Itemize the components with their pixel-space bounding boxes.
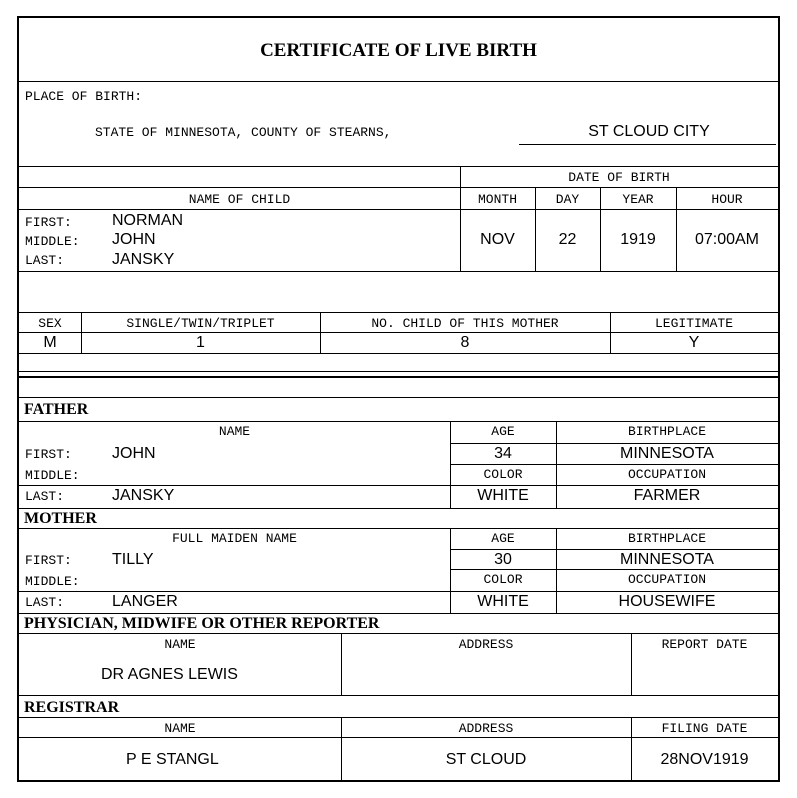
birth-certificate [17,16,780,782]
plurality-header: SINGLE/TWIN/TRIPLET [126,316,275,331]
rule [450,443,778,444]
plurality-value: 1 [196,334,205,351]
physician-heading: PHYSICIAN, MIDWIFE OR OTHER REPORTER [24,615,380,632]
rule [19,209,778,210]
rule [19,312,778,313]
father-name-header: NAME [218,424,251,439]
rule [19,271,778,272]
name-of-child-header: NAME OF CHILD [188,192,291,207]
child-middle-name: JOHN [112,231,156,248]
rule [19,371,778,372]
date-of-birth-header: DATE OF BIRTH [568,170,670,185]
child-first-label: FIRST: [25,215,72,230]
certificate-title: CERTIFICATE OF LIVE BIRTH [260,40,537,61]
father-first-name: JOHN [112,445,156,462]
mother-birthplace: MINNESOTA [620,551,714,568]
rule [19,508,778,509]
legitimate-header: LEGITIMATE [654,316,733,331]
mother-occupation: HOUSEWIFE [618,593,716,610]
birth-day: 22 [558,231,577,248]
rule [19,397,778,398]
rule [450,569,778,570]
father-color: WHITE [477,487,529,504]
hour-header: HOUR [711,192,743,207]
rule [460,187,778,188]
mother-color: WHITE [477,593,529,610]
rule [19,528,778,529]
rule [19,376,778,378]
mother-name-header: FULL MAIDEN NAME [172,531,297,546]
registrar-name: P E STANGL [126,751,219,768]
father-occupation-header: OCCUPATION [627,467,706,482]
mother-age: 30 [494,551,512,568]
father-age-header: AGE [491,424,515,439]
physician-name-header: NAME [164,637,196,652]
registrar-address: ST CLOUD [445,751,527,768]
father-birthplace-header: BIRTHPLACE [627,424,706,439]
registrar-address-header: ADDRESS [458,721,514,736]
rule [19,421,778,422]
mother-heading: MOTHER [24,510,97,527]
father-heading: FATHER [24,401,89,418]
day-header: DAY [555,192,580,207]
father-age: 34 [494,445,512,462]
child-last-name: JANSKY [112,251,175,268]
place-of-birth-city: ST CLOUD CITY [588,123,710,140]
birth-month: NOV [480,231,515,248]
rule [450,549,778,550]
birth-hour: 07:00AM [694,231,760,248]
father-color-header: COLOR [483,467,523,482]
rule [19,81,778,82]
rule [19,591,778,592]
report-date-header: REPORT DATE [661,637,748,652]
sex-value: M [43,334,57,351]
mother-middle-label: MIDDLE: [25,574,80,589]
rule [450,464,778,465]
father-last-label: LAST: [25,489,65,504]
mother-first-label: FIRST: [25,553,72,568]
registrar-name-header: NAME [164,721,196,736]
mother-color-header: COLOR [483,572,523,587]
rule [19,166,778,167]
year-header: YEAR [622,192,654,207]
rule [19,695,778,696]
child-middle-label: MIDDLE: [25,234,80,249]
place-of-birth-text: STATE OF MINNESOTA, COUNTY OF STEARNS, [95,125,392,140]
child-last-label: LAST: [25,253,65,268]
rule [19,332,778,333]
city-underline [519,144,776,145]
mother-first-name: TILLY [112,551,154,568]
mother-occupation-header: OCCUPATION [627,572,706,587]
mother-birthplace-header: BIRTHPLACE [627,531,706,546]
birth-year: 1919 [620,231,656,248]
child-number-header: NO. CHILD OF THIS MOTHER [371,316,559,331]
physician-address-header: ADDRESS [458,637,514,652]
legitimate-value: Y [688,334,700,351]
father-occupation: FARMER [633,487,701,504]
month-header: MONTH [477,192,517,207]
rule [19,633,778,634]
place-of-birth-label: PLACE OF BIRTH: [25,89,143,104]
rule [19,485,778,486]
registrar-heading: REGISTRAR [24,699,120,716]
physician-name: DR AGNES LEWIS [101,666,238,683]
mother-age-header: AGE [491,531,515,546]
mother-last-name: LANGER [112,593,178,610]
mother-last-label: LAST: [25,595,65,610]
father-first-label: FIRST: [25,447,72,462]
father-birthplace: MINNESOTA [620,445,714,462]
rule [19,613,778,614]
father-last-name: JANSKY [112,487,175,504]
rule [19,737,778,738]
rule [19,717,778,718]
child-number-value: 8 [460,334,470,351]
sex-header: SEX [38,316,62,331]
child-first-name: NORMAN [112,212,184,229]
filing-date: 28NOV1919 [660,751,749,768]
rule [19,353,778,354]
filing-date-header: FILING DATE [661,721,748,736]
father-middle-label: MIDDLE: [25,468,80,483]
